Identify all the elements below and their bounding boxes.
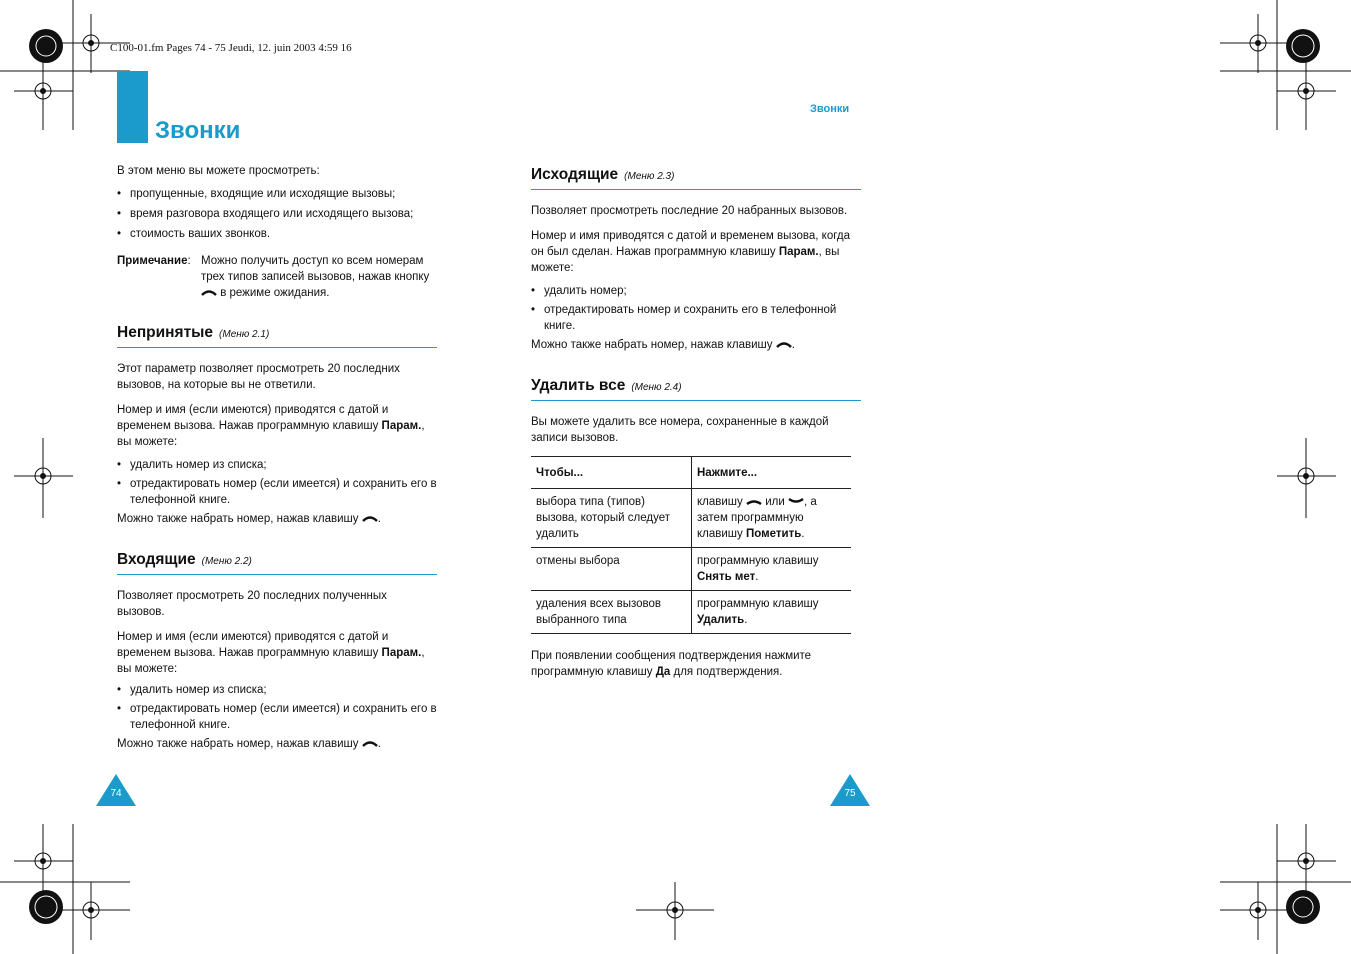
heading-text: Исходящие: [531, 166, 619, 183]
note-colon: :: [187, 255, 191, 267]
note-text: Можно получить доступ ко всем номерам трех типов записей вызовов, нажав кнопку: [201, 255, 430, 283]
page-number-right: 75: [844, 788, 856, 799]
table-row: [531, 489, 851, 548]
heading-text: Входящие: [117, 551, 196, 568]
note-label: Примечание: [117, 255, 188, 267]
table-cell: отмены выбора: [531, 548, 692, 591]
delete-options-table: [531, 456, 851, 634]
right-column: [531, 166, 861, 680]
table-cell: программную клавишу Снять мет.: [692, 548, 852, 591]
dial-note: Можно также набрать номер, нажав клавишу .: [117, 738, 381, 750]
heading-text: Непринятые: [117, 324, 214, 341]
paragraph: Позволяет просмотреть 20 последних полученных вызовов.: [117, 590, 387, 618]
table-header: Нажмите...: [697, 466, 758, 479]
list-item: • стоимость ваших звонков.: [117, 226, 437, 242]
heading-text: Удалить все: [531, 377, 626, 394]
running-header: Звонки: [810, 103, 850, 115]
menu-number: (Меню 2.4): [631, 382, 682, 393]
list-item: • отредактировать номер (если имеется) и сохранить его в телефонной книге.: [117, 476, 437, 508]
table-cell: выбора типа (типов) вызова, который следует удалить: [531, 489, 692, 548]
up-key-icon: [746, 498, 762, 505]
chapter-tab-block: [117, 71, 148, 143]
chapter-title: Звонки: [155, 117, 241, 144]
table-cell: программную клавишу Удалить.: [692, 591, 852, 634]
confirm-note: При появлении сообщения подтверждения нажмите программную клавишу Да для подтверждения.: [531, 650, 812, 678]
paragraph: Вы можете удалить все номера, сохраненные в каждой записи вызовов.: [531, 416, 829, 444]
send-key-icon: [201, 289, 217, 296]
menu-number: (Меню 2.1): [219, 329, 270, 340]
paragraph: Номер и имя (если имеются) приводятся с датой и временем вызова. Нажав программную клавишу Парам., вы можете:: [117, 404, 425, 448]
page-number-left: 74: [110, 788, 122, 799]
paragraph: Позволяет просмотреть последние 20 набранных вызовов.: [531, 205, 848, 217]
section-heading-delete-all: [531, 377, 861, 401]
paragraph: Номер и имя приводятся с датой и временем вызова, когда он был сделан. Нажав программную клавишу Парам., вы можете:: [531, 230, 851, 274]
left-column: [117, 163, 437, 752]
menu-number: (Меню 2.3): [624, 171, 675, 182]
send-key-icon: [776, 341, 792, 348]
section-heading-outgoing: [531, 166, 861, 190]
list-item: • отредактировать номер и сохранить его в телефонной книге.: [531, 302, 861, 334]
file-info-header: C100-01.fm Pages 74 - 75 Jeudi, 12. juin 2003 4:59 16: [110, 42, 352, 54]
send-key-icon: [362, 515, 378, 522]
table-header: Чтобы...: [536, 466, 584, 479]
table-cell: удаления всех вызовов выбранного типа: [531, 591, 692, 634]
table-row: [531, 548, 851, 591]
dial-note: Можно также набрать номер, нажав клавишу .: [117, 513, 381, 525]
list-item: • удалить номер из списка;: [117, 457, 437, 473]
menu-number: (Меню 2.2): [201, 556, 252, 567]
dial-note: Можно также набрать номер, нажав клавишу .: [531, 339, 795, 351]
note-block: [117, 253, 437, 301]
section-heading-missed: [117, 324, 437, 348]
paragraph: Этот параметр позволяет просмотреть 20 последних вызовов, на которые вы не ответили.: [117, 363, 400, 391]
list-item: • отредактировать номер (если имеется) и сохранить его в телефонной книге.: [117, 701, 437, 733]
send-key-icon: [362, 740, 378, 747]
table-row: [531, 591, 851, 634]
paragraph: Номер и имя (если имеются) приводятся с датой и временем вызова. Нажав программную клавишу Парам., вы можете:: [117, 631, 425, 675]
section-heading-incoming: [117, 551, 437, 575]
list-item: • удалить номер;: [531, 283, 861, 299]
down-key-icon: [788, 498, 804, 505]
intro-text: В этом меню вы можете просмотреть:: [117, 165, 320, 177]
list-item: • пропущенные, входящие или исходящие вызовы;: [117, 186, 437, 202]
list-item: • время разговора входящего или исходящего вызова;: [117, 206, 437, 222]
list-item: • удалить номер из списка;: [117, 682, 437, 698]
note-text-end: в режиме ожидания.: [220, 287, 330, 299]
table-cell: клавишу или , а затем программную клавишу Пометить.: [692, 489, 852, 548]
